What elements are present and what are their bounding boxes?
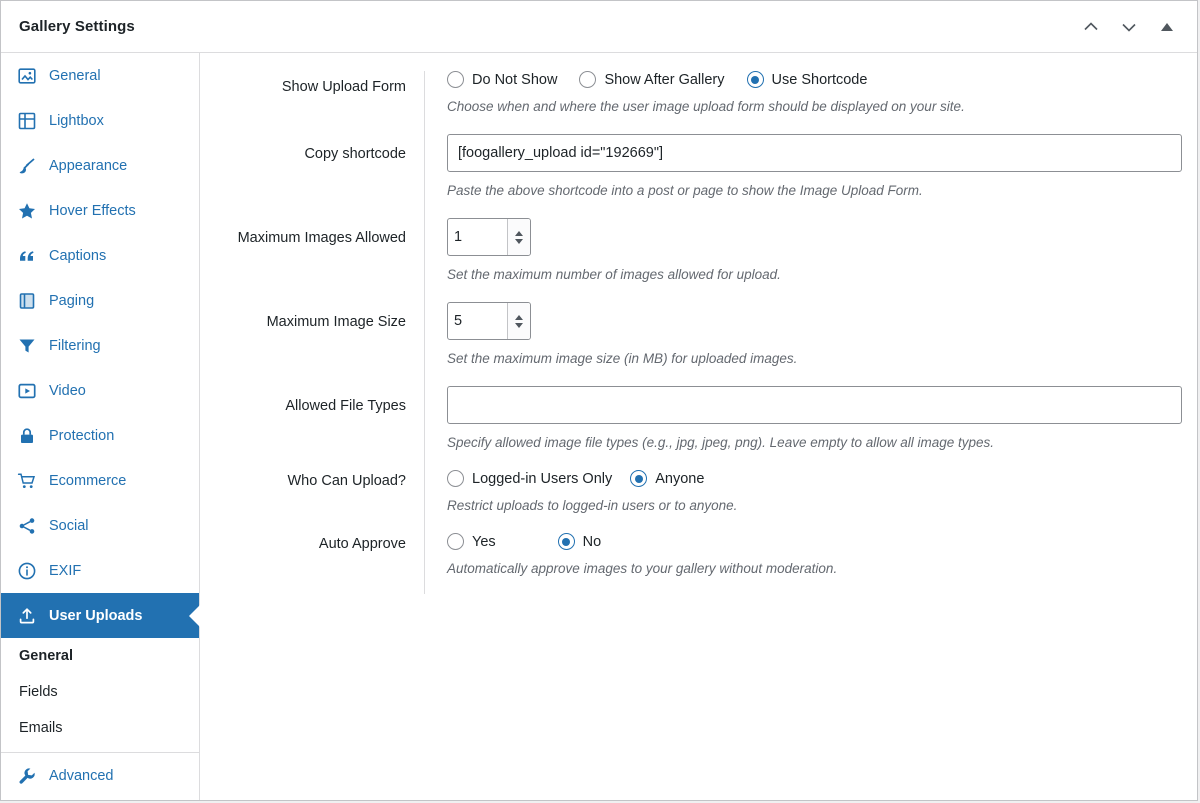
sidebar-item-label: Advanced <box>49 767 114 784</box>
radio-label: Logged-in Users Only <box>472 470 613 487</box>
stepper-down-icon[interactable] <box>515 239 523 244</box>
field-label: Allowed File Types <box>285 398 406 414</box>
maximum-images-allowed-input[interactable] <box>448 219 507 255</box>
sidebar-item-protection[interactable] <box>1 413 199 458</box>
field-row-who-can-upload <box>200 470 1198 533</box>
auto-approve-radio-group <box>447 533 1182 550</box>
sidebar-item-label: Appearance <box>49 157 128 174</box>
sidebar-item-label: General <box>49 67 101 84</box>
field-label: Maximum Images Allowed <box>237 230 406 246</box>
sidebar-item-paging[interactable] <box>1 278 199 323</box>
radio-indicator[interactable] <box>747 71 764 88</box>
radio-indicator[interactable] <box>579 71 596 88</box>
star-icon <box>17 201 43 221</box>
radio-label: Do Not Show <box>472 71 558 88</box>
field-row-allowed-file-types <box>200 386 1198 470</box>
stepper-up-icon[interactable] <box>515 231 523 236</box>
sidebar-item-label: Captions <box>49 247 107 264</box>
chevron-up-icon[interactable] <box>1081 17 1101 37</box>
sidebar-subitem-emails[interactable] <box>1 710 199 746</box>
caret-up-icon[interactable] <box>1157 17 1177 37</box>
grid-icon <box>17 111 43 131</box>
sidebar-item-appearance[interactable] <box>1 143 199 188</box>
field-help-text: Specify allowed image file types (e.g., jpg, jpeg, png). Leave empty to allow all image types. <box>447 435 995 450</box>
panel-body <box>1 53 1197 801</box>
field-row-show-upload-form <box>200 53 1198 134</box>
field-control <box>424 71 1182 134</box>
sidebar-subitem-fields[interactable] <box>1 674 199 710</box>
sidebar-item-label: Paging <box>49 292 95 309</box>
field-row-maximum-images-allowed <box>200 218 1198 302</box>
field-label: Show Upload Form <box>281 79 406 95</box>
radio-anyone[interactable] <box>630 470 704 487</box>
panel-header <box>1 1 1197 53</box>
sidebar-item-label: Protection <box>49 427 115 444</box>
radio-indicator[interactable] <box>630 470 647 487</box>
field-help-text: Choose when and where the user image upload form should be displayed on your site. <box>447 99 965 114</box>
lock-icon <box>17 426 43 446</box>
field-label: Maximum Image Size <box>266 314 406 330</box>
sidebar-item-label: Lightbox <box>49 112 104 129</box>
settings-sidebar <box>1 53 200 801</box>
field-label: Auto Approve <box>318 536 406 552</box>
sidebar-subitem-general[interactable] <box>1 638 199 674</box>
sidebar-item-label: EXIF <box>49 562 82 579</box>
allowed-file-types-input[interactable] <box>447 386 1182 424</box>
sidebar-item-label: User Uploads <box>49 607 143 624</box>
quote-icon <box>17 246 43 266</box>
sidebar-item-label: Hover Effects <box>49 202 136 219</box>
radio-auto-approve-no[interactable] <box>558 533 602 550</box>
field-control <box>424 470 1182 533</box>
field-label: Who Can Upload? <box>287 473 406 489</box>
share-icon <box>17 516 43 536</box>
radio-indicator[interactable] <box>447 533 464 550</box>
upload-icon <box>17 606 43 626</box>
settings-form <box>200 53 1198 801</box>
paintbrush-icon <box>17 156 43 176</box>
maximum-image-size-stepper[interactable] <box>447 302 531 340</box>
radio-label: Use Shortcode <box>771 71 868 88</box>
field-control <box>424 218 1182 302</box>
sidebar-subitem-label: Emails <box>19 720 63 736</box>
sidebar-item-lightbox[interactable] <box>1 98 199 143</box>
sidebar-subitem-label: General <box>19 648 73 664</box>
info-icon <box>17 561 43 581</box>
sidebar-item-general[interactable] <box>1 53 199 98</box>
field-help-text: Paste the above shortcode into a post or page to show the Image Upload Form. <box>447 183 923 198</box>
field-help-text: Restrict uploads to logged-in users or to anyone. <box>447 498 738 513</box>
radio-indicator[interactable] <box>558 533 575 550</box>
maximum-image-size-input[interactable] <box>448 303 507 339</box>
sidebar-item-label: Filtering <box>49 337 101 354</box>
page-title: Gallery Settings <box>19 18 135 35</box>
field-control <box>424 386 1182 470</box>
sidebar-subitem-label: Fields <box>19 684 58 700</box>
sidebar-item-hover-effects[interactable] <box>1 188 199 233</box>
sidebar-item-advanced[interactable] <box>1 753 199 798</box>
field-row-copy-shortcode <box>200 134 1198 218</box>
sidebar-item-label: Social <box>49 517 89 534</box>
funnel-icon <box>17 336 43 356</box>
radio-label: Yes <box>472 533 496 550</box>
field-row-maximum-image-size <box>200 302 1198 386</box>
chevron-down-icon[interactable] <box>1119 17 1139 37</box>
stepper-up-icon[interactable] <box>515 315 523 320</box>
field-control <box>424 134 1182 218</box>
field-help-text: Set the maximum number of images allowed for upload. <box>447 267 781 282</box>
wrench-icon <box>17 766 43 786</box>
show-upload-form-radio-group <box>447 71 1182 88</box>
radio-auto-approve-yes[interactable] <box>447 533 496 550</box>
field-help-text: Automatically approve images to your gallery without moderation. <box>447 561 838 576</box>
header-actions <box>1081 17 1183 37</box>
maximum-images-allowed-stepper[interactable] <box>447 218 531 256</box>
stepper-down-icon[interactable] <box>515 323 523 328</box>
radio-do-not-show[interactable] <box>447 71 557 88</box>
book-icon <box>17 291 43 311</box>
sidebar-item-label: Ecommerce <box>49 472 127 489</box>
radio-logged-in-users-only[interactable] <box>447 470 612 487</box>
radio-use-shortcode[interactable] <box>747 71 868 88</box>
sidebar-item-ecommerce[interactable] <box>1 458 199 503</box>
image-icon <box>17 66 43 86</box>
copy-shortcode-input[interactable] <box>447 134 1182 172</box>
field-row-auto-approve <box>200 533 1198 594</box>
radio-indicator[interactable] <box>447 470 464 487</box>
field-control <box>424 533 1182 594</box>
stepper-arrows[interactable] <box>507 303 530 339</box>
sidebar-item-video[interactable] <box>1 368 199 413</box>
radio-label: No <box>582 533 602 550</box>
sidebar-item-exif[interactable] <box>1 548 199 593</box>
sidebar-item-captions[interactable] <box>1 233 199 278</box>
sidebar-item-user-uploads[interactable] <box>1 593 199 638</box>
sidebar-item-label: Video <box>49 382 86 399</box>
sidebar-item-social[interactable] <box>1 503 199 548</box>
radio-label: Anyone <box>655 470 705 487</box>
field-help-text: Set the maximum image size (in MB) for uploaded images. <box>447 351 798 366</box>
radio-indicator[interactable] <box>447 71 464 88</box>
play-icon <box>17 381 43 401</box>
cart-icon <box>17 471 43 491</box>
radio-show-after-gallery[interactable] <box>579 71 724 88</box>
who-can-upload-radio-group <box>447 470 1182 487</box>
stepper-arrows[interactable] <box>507 219 530 255</box>
field-control <box>424 302 1182 386</box>
sidebar-item-filtering[interactable] <box>1 323 199 368</box>
field-label: Copy shortcode <box>304 146 406 162</box>
radio-label: Show After Gallery <box>604 71 725 88</box>
